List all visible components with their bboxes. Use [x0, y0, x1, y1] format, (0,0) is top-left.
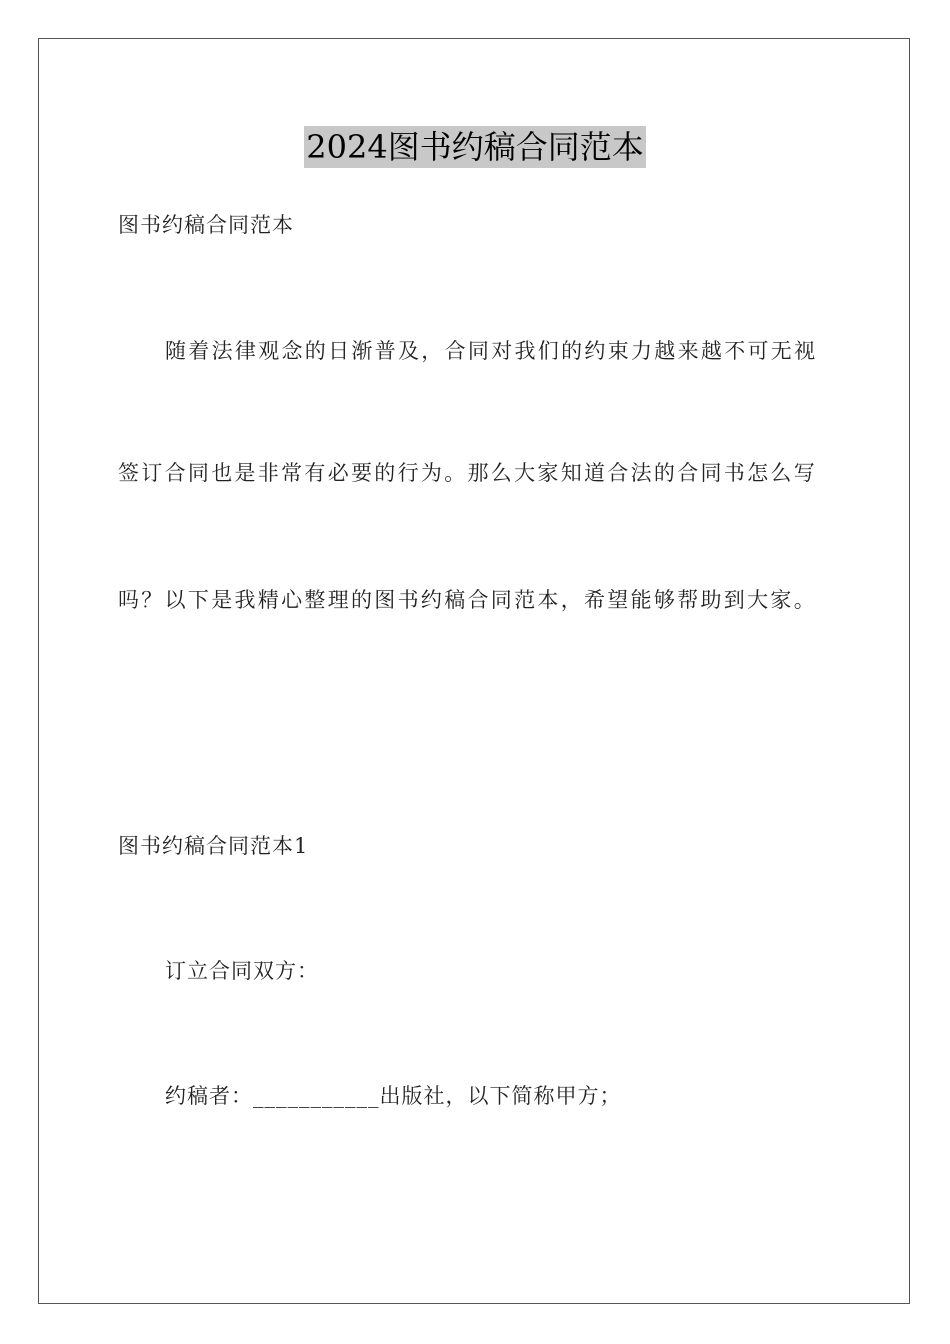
document-subtitle: 图书约稿合同范本	[118, 213, 294, 237]
intro-line-3: 吗？以下是我精心整理的图书约稿合同范本，希望能够帮助到大家。	[118, 588, 817, 612]
title-container	[0, 126, 950, 168]
party-a-line: 约稿者：___________出版社，以下简称甲方；	[165, 1084, 622, 1108]
intro-line-1: 随着法律观念的日渐普及，合同对我们的约束力越来越不可无视	[165, 339, 818, 363]
document-title: 2024图书约稿合同范本	[306, 128, 644, 166]
parties-label: 订立合同双方：	[165, 959, 319, 983]
intro-line-2: 签订合同也是非常有必要的行为。那么大家知道合法的合同书怎么写	[118, 461, 817, 485]
section-heading: 图书约稿合同范本1	[118, 834, 309, 858]
